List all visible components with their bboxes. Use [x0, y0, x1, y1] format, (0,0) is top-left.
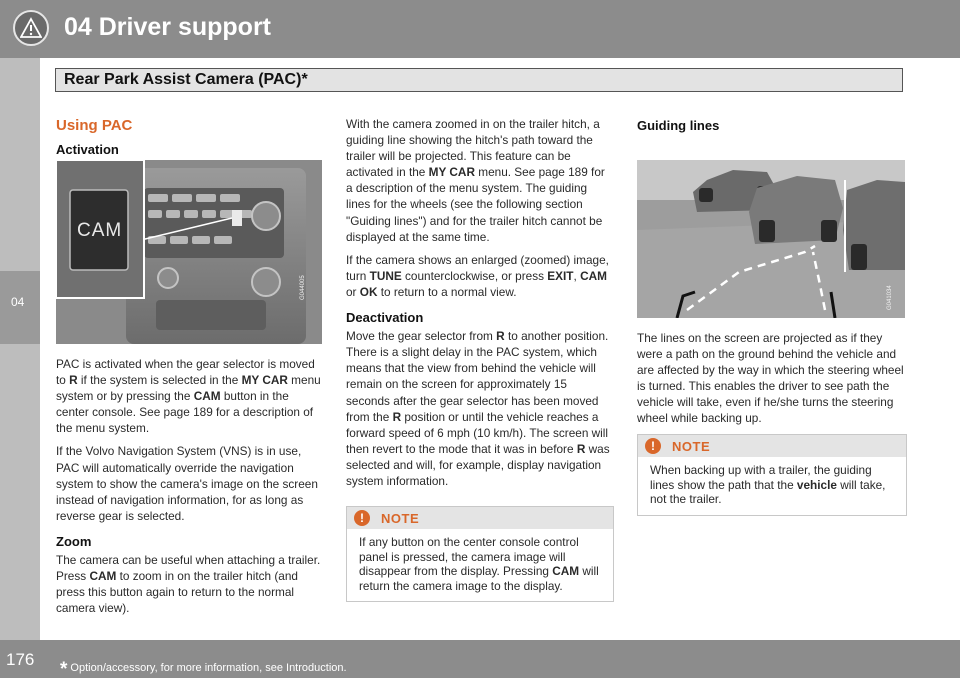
guiding-lines-heading: Guiding lines [637, 118, 720, 133]
chapter-title: 04 Driver support [64, 13, 272, 41]
trailer-hitch-paragraph: With the camera zoomed in on the trailer hitch, a guiding line showing the hitch's path toward the trailer will be projected. This feature can be activated in the MY CAR menu. See page 189 for a description of the menu system. The guiding lines for the wheels (see the following section "Guiding lines") and for the trailer hitch cannot be displayed at the same time. [346, 117, 605, 244]
guiding-lines-figure [637, 160, 905, 318]
chapter-sidebar [0, 58, 40, 640]
zoomed-image-paragraph: If the camera shows an enlarged (zoomed) image, turn TUNE counterclockwise, or press EXIT, CAM or OK to return to a normal view. [346, 252, 609, 299]
note-body: If any button on the center console control panel is pressed, the camera image will disappear from the display. Pressing CAM will return the camera image to the display. [359, 535, 599, 593]
footnote [60, 655, 347, 680]
chapter-header-bar [0, 0, 960, 58]
right-column-text [637, 330, 905, 434]
note-box-trailer [637, 434, 907, 516]
center-console-illustration [56, 160, 322, 344]
middle-column [346, 116, 612, 496]
zoom-heading: Zoom [56, 533, 92, 549]
figure-code: G044005 [300, 275, 306, 300]
note-title: NOTE [381, 511, 420, 526]
left-column [56, 118, 322, 160]
note-body: When backing up with a trailer, the guiding lines show the path that the vehicle will take, not the trailer. [650, 463, 886, 506]
chapter-tab-label: 04 [11, 295, 25, 309]
note-header [638, 435, 906, 457]
figure-code: G041034 [887, 285, 893, 310]
using-pac-heading: Using PAC [56, 117, 133, 134]
section-title-bar [55, 68, 903, 92]
zoom-paragraph: The camera can be useful when attaching a trailer. Press CAM to zoom in on the trailer hitch (and press this button again to return to the normal camera view). [56, 553, 321, 616]
note-box-console [346, 506, 614, 602]
activation-paragraph: PAC is activated when the gear selector is moved to R if the system is selected in the MY CAR menu system or by pressing the CAM button in the center console. See page 189 for a description of the menu system. [56, 357, 321, 436]
center-console-figure [56, 160, 322, 344]
deactivation-paragraph: Move the gear selector from R to another position. There is a slight delay in the PAC system, which means that the view from behind the vehicle will remain on the screen for approximately 15 seconds after the gear selector has been moved from the R position or until the vehicle reaches a forward speed of 6 mph (10 km/h). The screen will then revert to the mode that it was in before R was selected and will, for example, display navigation system information. [346, 329, 610, 488]
cam-button-label: CAM [77, 220, 123, 241]
left-column-text [56, 356, 322, 623]
activation-heading: Activation [56, 142, 119, 158]
note-title: NOTE [672, 439, 711, 454]
page-footer [0, 640, 960, 678]
info-icon: ! [645, 438, 661, 454]
note-header [347, 507, 613, 529]
section-title: Rear Park Assist Camera (PAC)* [64, 71, 308, 88]
guiding-lines-paragraph: The lines on the screen are projected as if they were a path on the ground behind the vehicle and are affected by the way in which the steering wheel is turned. This enables the driver to see path the vehicle will take, even if he/she turns the steering wheel while backing up. [637, 331, 904, 426]
info-icon: ! [354, 510, 370, 526]
footnote-text: Option/accessory, for more information, see Introduction. [70, 662, 347, 674]
warning-triangle-icon [13, 10, 49, 46]
right-column [637, 118, 905, 136]
footnote-star: * [60, 659, 68, 680]
deactivation-heading: Deactivation [346, 310, 424, 326]
camera-view-illustration [637, 160, 905, 318]
vns-paragraph: If the Volvo Navigation System (VNS) is in use, PAC will automatically override the navigation system to show the camera's image on the screen instead of navigation information, for as long as reverse gear is selected. [56, 444, 318, 523]
page-number: 176 [6, 650, 35, 669]
